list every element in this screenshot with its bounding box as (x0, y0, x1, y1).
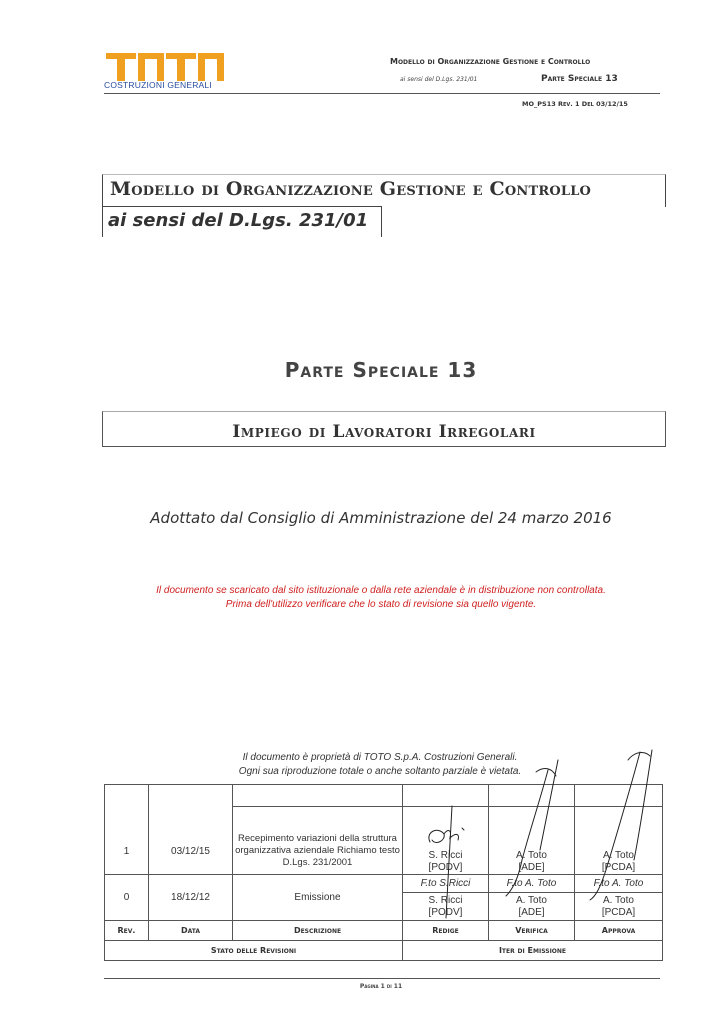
warning-line-2: Prima dell'utilizzo verificare che lo stato di revisione sia quello vigente. (225, 599, 537, 610)
redige-name: S. Ricci (428, 850, 463, 861)
table-header-row (105, 921, 663, 941)
property-line-1: Il documento è proprietà di TOTO S.p.A. Costruzioni Generali. (242, 752, 518, 763)
stato-revisioni-label: Stato delle Revisioni (105, 941, 403, 961)
topic-title: Impiego di Lavoratori Irregolari (232, 422, 536, 442)
col-header-rev: Rev. (105, 921, 149, 941)
approva-name: A. Toto (603, 850, 634, 861)
redige-cell (403, 893, 489, 921)
rev-number: 0 (105, 875, 149, 921)
rev-description: Recepimento variazioni della struttura organizzativa aziendale Richiamo testo D.Lgs. 231/2001 (233, 829, 403, 875)
property-notice (210, 751, 550, 779)
approva-role: [PCDA] (601, 862, 636, 873)
table-footer-row (105, 941, 663, 961)
page-number: Pagina 1 di 11 (359, 983, 403, 990)
verifica-name: A. Toto (516, 850, 547, 861)
rev-description: Emissione (233, 875, 403, 921)
adoption-statement: Adottato dal Consiglio di Amministrazione del 24 marzo 2016 (150, 509, 612, 527)
redige-cell (403, 829, 489, 875)
approva-cell (575, 893, 663, 921)
col-header-descrizione: Descrizione (233, 921, 403, 941)
logo-subtitle: COSTRUZIONI GENERALI (104, 80, 212, 90)
property-line-2: Ogni sua riproduzione totale o anche soltanto parziale è vietata. (238, 766, 522, 777)
table-row (105, 829, 663, 875)
header-divider (104, 93, 660, 94)
table-row (105, 785, 663, 807)
verifica-cell (489, 829, 575, 875)
redige-fto: F.to S.Ricci (403, 875, 489, 893)
distribution-warning (0, 584, 724, 612)
redige-role: [PODV] (428, 862, 463, 873)
rev-number: 1 (105, 829, 149, 875)
redige-name: S. Ricci (428, 894, 463, 906)
cover-title: Modello di Organizzazione Gestione e Controllo (110, 178, 592, 200)
iter-emissione-label: Iter di Emissione (403, 941, 663, 961)
rev-date: 18/12/12 (149, 875, 233, 921)
rev-date: 03/12/15 (149, 829, 233, 875)
col-header-data: Data (149, 921, 233, 941)
table-row (105, 807, 663, 829)
footer-divider (104, 978, 660, 979)
document-code: MO_PS13 Rev. 1 Del 03/12/15 (522, 100, 628, 108)
header-subtitle: ai sensi del D.Lgs. 231/01 (400, 76, 478, 83)
revisions-table (104, 784, 663, 961)
approva-fto: F.to A. Toto (575, 875, 663, 893)
warning-line-1: Il documento se scaricato dal sito istituzionale o dalla rete aziendale è in distribuzione non controllata. (156, 585, 606, 596)
approva-cell (575, 829, 663, 875)
company-logo (104, 50, 234, 90)
col-header-approva: Approva (575, 921, 663, 941)
toto-logo-mark (104, 50, 234, 82)
header-parte: Parte Speciale 13 (541, 74, 618, 84)
col-header-redige: Redige (403, 921, 489, 941)
table-row (105, 875, 663, 893)
parte-speciale-heading: Parte Speciale 13 (284, 358, 478, 382)
verifica-role: [ADE] (518, 862, 545, 873)
approva-role: [PCDA] (601, 906, 636, 918)
approva-name: A. Toto (603, 894, 634, 906)
verifica-name: A. Toto (516, 894, 547, 906)
verifica-role: [ADE] (518, 906, 545, 918)
col-header-verifica: Verifica (489, 921, 575, 941)
verifica-cell (489, 893, 575, 921)
verifica-fto: F.to A. Toto (489, 875, 575, 893)
cover-subtitle: ai sensi del D.Lgs. 231/01 (108, 210, 369, 231)
redige-role: [PODV] (428, 906, 463, 918)
header-title: Modello di Organizzazione Gestione e Controllo (390, 57, 591, 66)
